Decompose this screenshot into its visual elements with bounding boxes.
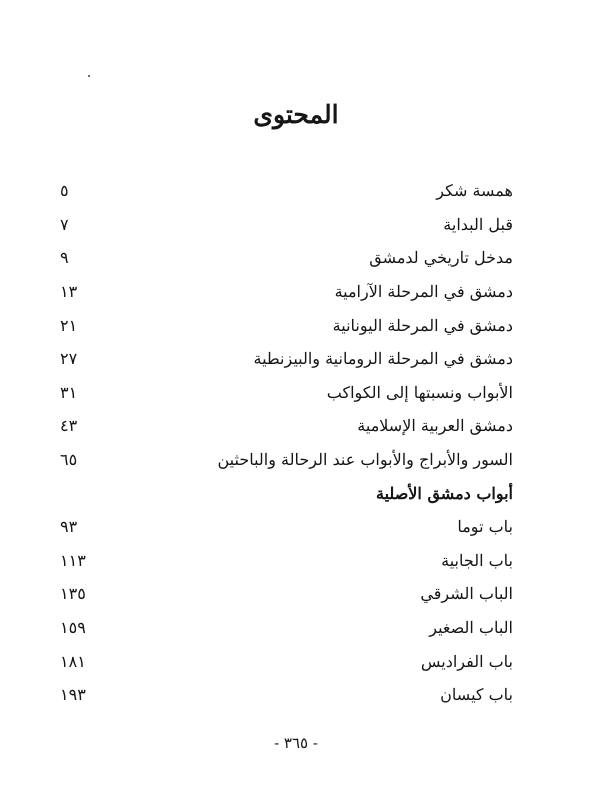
toc-entry-title: الباب الشرقي <box>420 584 513 604</box>
toc-entry-title: قبل البداية <box>443 214 513 234</box>
toc-entry-page: ٢١ <box>60 315 78 335</box>
toc-entry-title: مدخل تاريخي لدمشق <box>369 248 513 268</box>
toc-entry-page: ١٨١ <box>60 651 86 671</box>
toc-entry <box>60 409 513 443</box>
toc-entry-page: ١٣٥ <box>60 584 86 604</box>
toc-entry-title: دمشق في المرحلة الرومانية والبيزنطية <box>253 349 513 369</box>
page-number: - ٣٦٥ - <box>274 734 318 752</box>
toc-entry-page: ٤٣ <box>60 416 78 436</box>
toc-entry-page: ٧ <box>60 214 69 234</box>
toc-entry <box>60 376 513 410</box>
toc-entry-page: ٣١ <box>60 382 78 402</box>
toc-entry-title: همسة شكر <box>436 181 513 201</box>
toc-entry <box>60 644 513 678</box>
toc-entry <box>60 611 513 645</box>
toc-entry <box>60 174 513 208</box>
toc-entry-page: ١١٣ <box>60 550 86 570</box>
toc-entry <box>60 308 513 342</box>
toc-entry-page: ١٣ <box>60 282 78 302</box>
toc-entry <box>60 678 513 712</box>
toc-entry-title: باب الجابية <box>441 550 513 570</box>
table-of-contents <box>60 174 513 712</box>
toc-entry <box>60 443 513 477</box>
toc-entry-page: ٩٣ <box>60 517 78 537</box>
toc-entry-title: دمشق في المرحلة الآرامية <box>334 282 513 302</box>
toc-entry-title: السور والأبراج والأبواب عند الرحالة والباحثين <box>217 450 513 470</box>
toc-entry-title: الأبواب ونسبتها إلى الكواكب <box>326 382 513 402</box>
page-title: المحتوى <box>253 100 339 129</box>
toc-entry-page: ١٩٣ <box>60 685 86 705</box>
toc-entry-page: ٢٧ <box>60 349 78 369</box>
ink-speck <box>88 75 90 77</box>
toc-entry <box>60 510 513 544</box>
toc-section-heading <box>60 476 513 510</box>
toc-entry-title: دمشق في المرحلة اليونانية <box>332 315 513 335</box>
toc-entry <box>60 208 513 242</box>
toc-entry <box>60 577 513 611</box>
toc-entry-title: الباب الصغير <box>429 618 513 638</box>
toc-entry-page: ٥ <box>60 181 69 201</box>
toc-entry-title: باب الفراديس <box>420 651 513 671</box>
toc-entry <box>60 342 513 376</box>
toc-entry <box>60 241 513 275</box>
toc-entry-title: دمشق العربية الإسلامية <box>357 416 513 436</box>
toc-section-title: أبواب دمشق الأصلية <box>376 483 513 503</box>
toc-entry <box>60 275 513 309</box>
toc-entry-page: ٩ <box>60 248 69 268</box>
toc-entry-title: باب كيسان <box>440 685 513 705</box>
toc-entry-page: ١٥٩ <box>60 618 86 638</box>
toc-entry-title: باب توما <box>457 517 513 537</box>
toc-entry-page: ٦٥ <box>60 450 78 470</box>
toc-entry <box>60 544 513 578</box>
